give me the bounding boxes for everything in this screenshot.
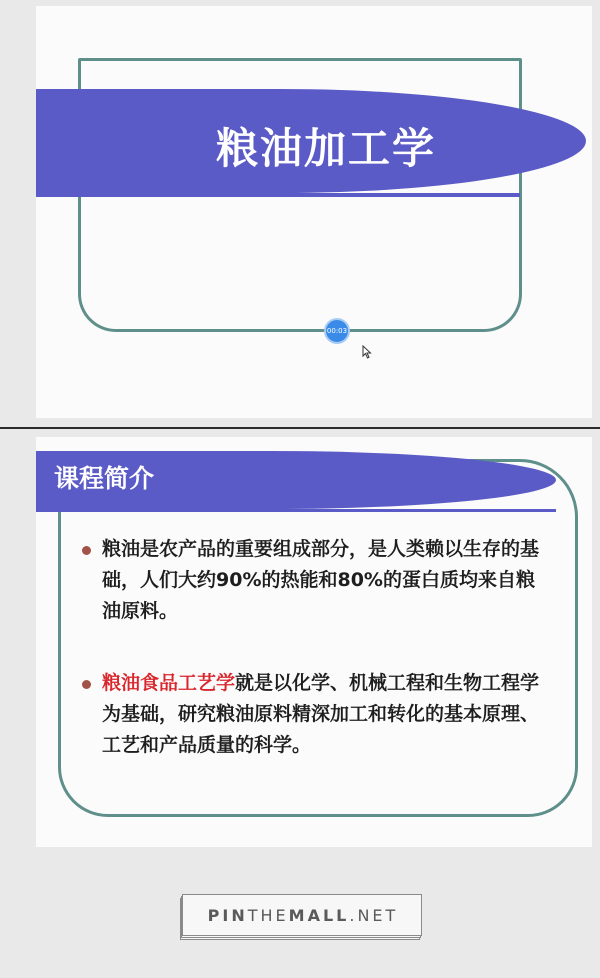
pinthemall-logo[interactable] bbox=[180, 894, 422, 938]
logo-pin: PIN bbox=[207, 906, 248, 925]
bullet-text: 粮油是农产品的重要组成部分，是人类赖以生存的基础，人们大约90%的热能和80%的蛋白质均来自粮油原料。 bbox=[102, 538, 540, 622]
slide-2 bbox=[36, 437, 592, 847]
slide-1 bbox=[36, 6, 592, 418]
slide-title: 粮油加工学 bbox=[215, 124, 436, 173]
banner-underline bbox=[36, 193, 520, 197]
slide-divider bbox=[0, 427, 600, 429]
slide-frame bbox=[58, 459, 578, 817]
bullet-dot-icon bbox=[82, 680, 91, 689]
logo-mall: MALL bbox=[288, 906, 350, 925]
bullet-item bbox=[82, 534, 542, 627]
bullet-text-container bbox=[82, 668, 542, 761]
cursor-icon bbox=[362, 345, 372, 359]
timer-badge[interactable]: 00:03 bbox=[324, 318, 350, 344]
logo-text bbox=[183, 895, 423, 937]
slide-title: 课程简介 bbox=[54, 464, 155, 493]
logo-net: .NET bbox=[349, 906, 399, 925]
logo-card-front bbox=[182, 894, 422, 936]
bullet-text: 就是以化学、机械工程和生物工程学为基础，研究粮油原料精深加工和转化的基本原理、工艺和产品质量的科学。 bbox=[102, 672, 540, 756]
bullet-dot-icon bbox=[82, 546, 91, 555]
logo-the: THE bbox=[247, 906, 289, 925]
banner-underline bbox=[36, 509, 556, 512]
highlight-term: 粮油食品工艺学 bbox=[102, 672, 236, 694]
bullet-item bbox=[82, 668, 542, 761]
